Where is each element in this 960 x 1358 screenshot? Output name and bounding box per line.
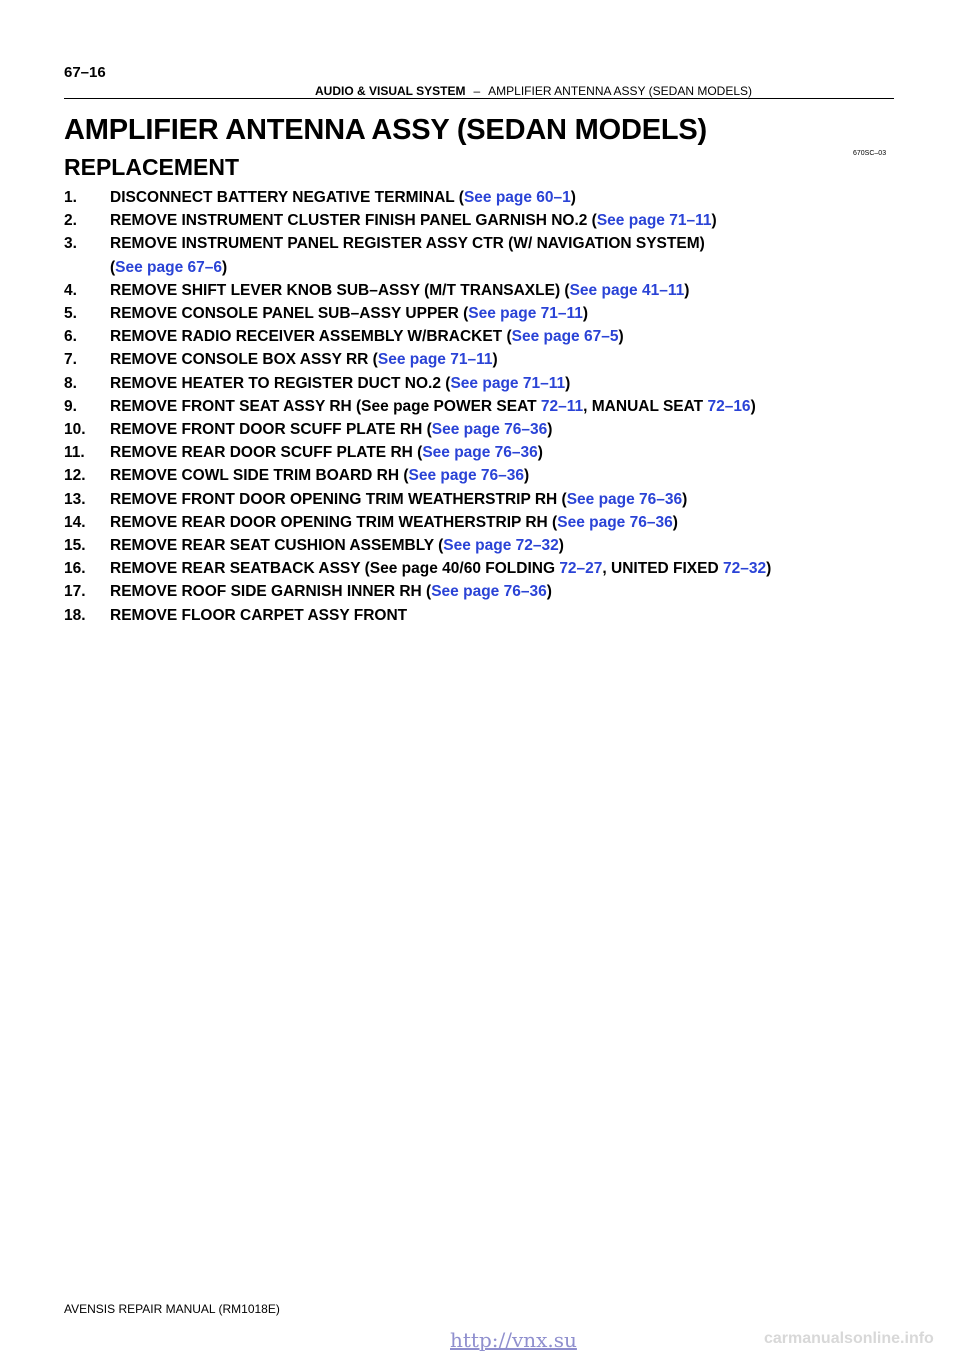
step-number: 5. [64, 305, 77, 323]
procedure-step [64, 348, 904, 371]
header-section: AUDIO & VISUAL SYSTEM [315, 84, 466, 98]
step-text: REMOVE REAR DOOR OPENING TRIM WEATHERSTRIP RH ( [110, 513, 558, 531]
step-number: 15. [64, 537, 86, 555]
step-text: REMOVE CONSOLE BOX ASSY RR ( [110, 351, 378, 369]
procedure-step [64, 325, 904, 348]
step-text: REMOVE REAR DOOR SCUFF PLATE RH ( [110, 444, 423, 462]
step-text: REMOVE FRONT SEAT ASSY RH (See page POWER SEAT [110, 397, 541, 415]
procedure-step [64, 418, 904, 441]
step-text: , UNITED FIXED [602, 560, 723, 578]
step-number: 10. [64, 421, 86, 439]
step-text: ) [750, 397, 756, 415]
section-heading: REPLACEMENT [64, 154, 240, 180]
page-reference-link[interactable]: See page 60–1 [463, 189, 571, 206]
step-text: ) [546, 583, 552, 601]
step-text: ) [766, 560, 772, 578]
procedure-step [64, 441, 904, 464]
procedure-step [64, 372, 904, 395]
page-reference-link[interactable]: See page 76–36 [566, 490, 683, 508]
page-reference-link[interactable]: 72–32 [723, 560, 767, 578]
step-number: 14. [64, 513, 86, 531]
step-text: REMOVE REAR SEAT CUSHION ASSEMBLY ( [110, 537, 444, 555]
step-text: REMOVE FLOOR CARPET ASSY FRONT [110, 606, 408, 624]
step-number: 8. [64, 374, 77, 392]
step-number: 4. [64, 281, 77, 299]
step-text: ) [558, 537, 564, 555]
procedure-step [64, 534, 904, 557]
procedure-step [64, 302, 904, 325]
step-text: ) [711, 212, 717, 230]
step-text: REMOVE ROOF SIDE GARNISH INNER RH ( [110, 583, 432, 601]
page-reference-link[interactable]: See page 67–5 [511, 328, 619, 346]
manual-footer: AVENSIS REPAIR MANUAL (RM1018E) [64, 1302, 280, 1316]
watermark-link[interactable]: http://vnx.su [450, 1328, 577, 1352]
page-reference-link[interactable]: See page 76–36 [431, 421, 548, 439]
page-reference-link[interactable]: See page 71–11 [596, 212, 712, 230]
procedure-step [64, 395, 904, 418]
figure-code: 670SC–03 [853, 150, 887, 157]
page-reference-link[interactable]: 72–11 [540, 397, 584, 415]
page-reference-link[interactable]: See page 76–36 [422, 444, 538, 462]
page-reference-link[interactable]: See page 71–11 [450, 374, 566, 392]
step-text: ) [547, 421, 553, 439]
procedure-step [64, 209, 904, 232]
step-text: REMOVE FRONT DOOR SCUFF PLATE RH ( [110, 421, 432, 439]
step-number: 3. [64, 235, 77, 253]
page-reference-link[interactable]: See page 71–11 [377, 351, 493, 369]
step-number: 6. [64, 328, 77, 346]
procedure-step [64, 488, 904, 511]
step-text: REMOVE INSTRUMENT CLUSTER FINISH PANEL GARNISH NO.2 ( [110, 212, 597, 230]
step-text: DISCONNECT BATTERY NEGATIVE TERMINAL ( [110, 189, 464, 206]
procedure-step [64, 511, 904, 534]
step-text: REMOVE CONSOLE PANEL SUB–ASSY UPPER ( [110, 305, 469, 323]
page-reference-link[interactable]: See page 76–36 [557, 513, 673, 531]
header-rule [64, 98, 894, 99]
step-text: REMOVE REAR SEATBACK ASSY (See page 40/60 FOLDING [110, 560, 560, 578]
step-text: ( [110, 258, 116, 276]
step-text: ) [222, 258, 228, 276]
step-text: ) [672, 513, 678, 531]
page-reference-link[interactable]: See page 76–36 [431, 583, 547, 601]
page-title: AMPLIFIER ANTENNA ASSY (SEDAN MODELS) [64, 114, 707, 146]
running-header [315, 84, 752, 98]
procedure-step [64, 604, 904, 627]
page-reference-link[interactable]: See page 72–32 [443, 537, 559, 555]
step-text: REMOVE SHIFT LEVER KNOB SUB–ASSY (M/T TRANSAXLE) ( [110, 281, 570, 299]
step-number: 13. [64, 490, 86, 508]
procedure-step [64, 557, 904, 580]
step-text: REMOVE INSTRUMENT PANEL REGISTER ASSY CTR (W/ NAVIGATION SYSTEM) [110, 235, 705, 253]
step-number: 2. [64, 212, 77, 230]
step-number: 17. [64, 583, 86, 601]
step-number: 12. [64, 467, 86, 485]
step-text: ) [570, 189, 576, 206]
page-reference-link[interactable]: See page 67–6 [115, 258, 223, 276]
procedure-step [64, 186, 904, 209]
header-subsection: AMPLIFIER ANTENNA ASSY (SEDAN MODELS) [488, 84, 753, 98]
step-number: 7. [64, 351, 77, 369]
step-text: ) [524, 467, 530, 485]
page-reference-link[interactable]: See page 41–11 [569, 281, 685, 299]
step-text: ) [565, 374, 571, 392]
step-number: 11. [64, 444, 85, 462]
step-text: ) [582, 305, 589, 323]
step-text: REMOVE HEATER TO REGISTER DUCT NO.2 ( [110, 374, 451, 392]
step-text: ) [618, 328, 624, 346]
page-number: 67–16 [64, 64, 106, 81]
page-reference-link[interactable]: 72–16 [707, 397, 751, 415]
step-text: ) [492, 351, 498, 369]
step-continuation [110, 256, 904, 279]
step-text: ) [682, 490, 688, 508]
step-number: 16. [64, 560, 86, 578]
brand-watermark: carmanualsonline.info [764, 1330, 934, 1347]
page-reference-link[interactable]: 72–27 [559, 560, 603, 578]
page-reference-link[interactable]: See page 71–11 [468, 305, 583, 323]
step-text: ) [537, 444, 543, 462]
page-reference-link[interactable]: See page 76–36 [408, 467, 525, 485]
procedure-step [64, 279, 904, 302]
header-separator: – [473, 84, 481, 98]
procedure-step [64, 580, 904, 603]
step-text: REMOVE RADIO RECEIVER ASSEMBLY W/BRACKET ( [110, 328, 512, 346]
step-text: , MANUAL SEAT [583, 397, 708, 415]
step-text: REMOVE FRONT DOOR OPENING TRIM WEATHERSTRIP RH ( [110, 490, 567, 508]
step-text: REMOVE COWL SIDE TRIM BOARD RH ( [110, 467, 409, 485]
step-number: 1. [64, 189, 77, 206]
procedure-step [64, 232, 904, 278]
procedure-steps [64, 186, 904, 627]
step-text: ) [684, 281, 690, 299]
step-number: 9. [64, 397, 77, 415]
step-number: 18. [64, 606, 86, 624]
procedure-step [64, 464, 904, 487]
